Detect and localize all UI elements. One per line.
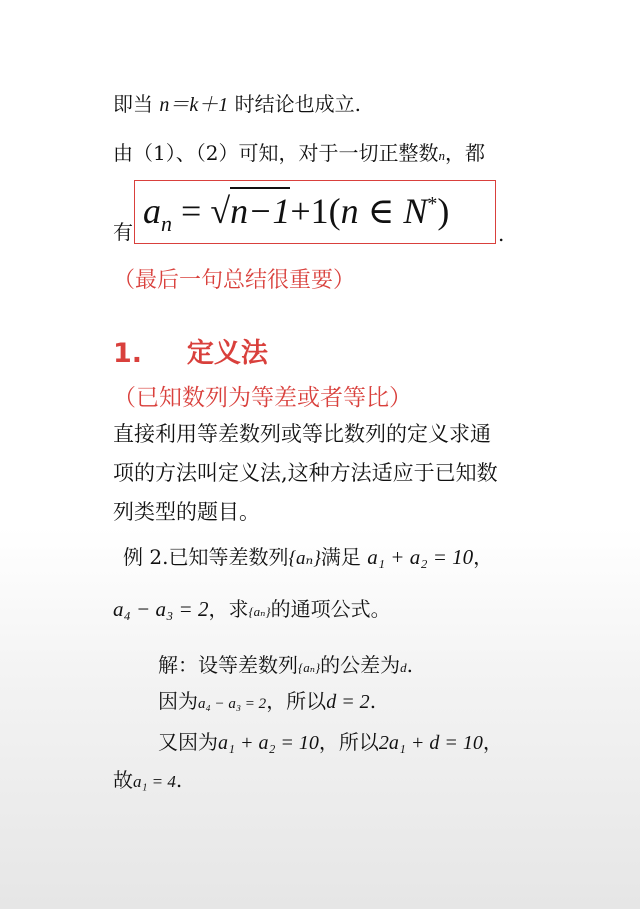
solution-line-4 (113, 766, 182, 796)
text: ， (473, 545, 494, 569)
text: 时结论也成立. (234, 92, 361, 116)
heading-title: 定义法 (186, 338, 268, 369)
text: 由（1）、（2）可知，对于一切正整数 (113, 141, 439, 165)
sqrt-sign: √ (210, 191, 231, 231)
text: 即当 (113, 92, 153, 116)
math-close-paren: ) (437, 191, 450, 231)
math-a4-minus-a3: a₄ − a₃ = 2 (198, 696, 267, 712)
text: 故 (113, 768, 133, 792)
math-plus-one: +1( (290, 191, 341, 231)
body-line-2: 项的方法叫定义法,这种方法适应于已知数 (113, 461, 498, 485)
text: . (175, 768, 183, 792)
body-line-1: 直接利用等差数列或等比数列的定义求通 (113, 422, 491, 446)
example-line-1 (123, 543, 493, 573)
text: ，都 (444, 141, 485, 165)
line-k-plus-1 (113, 90, 361, 119)
text: 解：设等差数列 (158, 653, 298, 677)
math-a1-eq-4: a₁ = 4 (133, 772, 176, 791)
math-a1-plus-a2: a₁ + a₂ = 10 (218, 732, 319, 754)
math-seq-an: {aₙ} (298, 660, 321, 675)
math-star: * (427, 193, 438, 215)
math-equals: = (172, 191, 211, 231)
text: 的通项公式。 (270, 597, 391, 621)
text: ，求 (208, 597, 249, 621)
solution-line-3 (158, 728, 503, 757)
math-seq-an: {aₙ} (248, 604, 271, 619)
text: 例 2.已知等差数列 (123, 545, 289, 569)
text: ，所以 (266, 689, 327, 713)
text: ，所以 (318, 730, 379, 754)
body-line-3: 列类型的题目。 (113, 500, 260, 524)
line-conclusion-intro (113, 139, 485, 170)
math-2a1-plus-d: 2a₁ + d = 10 (378, 732, 483, 754)
text: . (406, 653, 414, 677)
note-summary-important: （最后一句总结很重要） (113, 268, 356, 293)
math-radicand: n−1 (230, 187, 290, 231)
math-a: a (143, 191, 161, 231)
example-line-2 (113, 595, 391, 626)
math-a1-plus-a2: a₁ + a₂ = 10 (367, 545, 474, 569)
math-n: n (438, 148, 445, 163)
math-n: n (340, 191, 359, 231)
text-you: 有 (113, 220, 133, 244)
section-heading (113, 331, 268, 370)
math-d: d (400, 660, 407, 675)
math-element-of: ∈ (358, 191, 404, 231)
solution-line-2 (158, 687, 376, 718)
text: . (369, 689, 377, 713)
text: ， (482, 730, 503, 754)
solution-line-1 (158, 651, 413, 682)
math-a4-minus-a3: a₄ − a₃ = 2 (113, 597, 209, 621)
math-d-eq-2: d = 2 (326, 691, 370, 713)
text: 满足 (320, 545, 361, 569)
period: . (498, 222, 505, 246)
math-seq-an: {aₙ} (288, 548, 321, 569)
heading-number: 1. (113, 338, 143, 369)
text: 的公差为 (320, 653, 401, 677)
text: 因为 (158, 689, 198, 713)
formula-general-term (143, 188, 450, 237)
math-sub-n: n (161, 211, 172, 237)
text: 又因为 (158, 730, 218, 754)
subheading: （已知数列为等差或者等比） (113, 385, 412, 411)
math-N: N (403, 191, 428, 231)
math-n-eq-k-plus-1: n＝k＋1 (159, 94, 229, 116)
